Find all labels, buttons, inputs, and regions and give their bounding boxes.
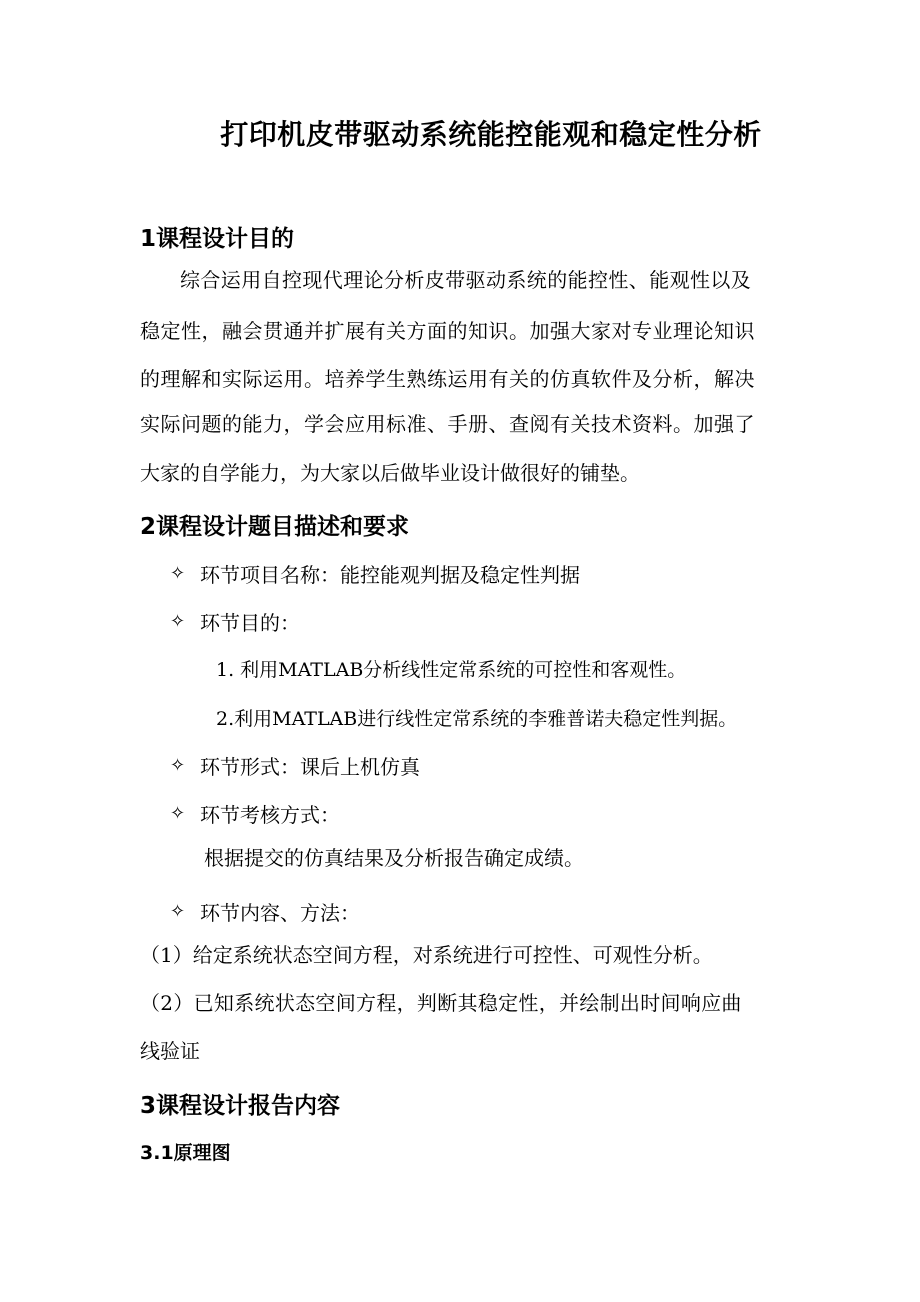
bullet-item-name-text: 环节项目名称：能控能观判据及稳定性判据 — [200, 563, 580, 587]
bullet-icon: ✧ — [170, 803, 186, 824]
section-1-line-4: 实际问题的能力，学会应用标准、手册、查阅有关技术资料。加强了 — [140, 412, 755, 436]
document-title: 打印机皮带驱动系统能控能观和稳定性分析 — [220, 118, 762, 151]
assess-text: 根据提交的仿真结果及分析报告确定成绩。 — [204, 846, 584, 870]
bullet-icon: ✧ — [170, 901, 186, 922]
bullet-item-goal — [170, 607, 300, 636]
section-1-heading: 1课程设计目的 — [140, 226, 295, 252]
bullet-item-name — [170, 559, 580, 588]
bullet-icon: ✧ — [170, 563, 186, 584]
goal-2: 2.利用MATLAB进行线性定常系统的李雅普诺夫稳定性判据。 — [216, 708, 738, 730]
bullet-item-assess-text: 环节考核方式： — [200, 803, 340, 827]
bullet-item-content-text: 环节内容、方法： — [200, 901, 360, 925]
bullet-icon: ✧ — [170, 755, 186, 776]
section-1-line-3: 的理解和实际运用。培养学生熟练运用有关的仿真软件及分析，解决 — [140, 367, 755, 391]
section-3-1-heading: 3.1原理图 — [140, 1142, 231, 1164]
bullet-icon: ✧ — [170, 611, 186, 632]
content-2-line-2: 线验证 — [140, 1039, 200, 1063]
section-1-line-5: 大家的自学能力，为大家以后做毕业设计做很好的铺垫。 — [140, 461, 640, 485]
content-1: （1）给定系统状态空间方程，对系统进行可控性、可观性分析。 — [140, 943, 713, 967]
section-1-line-2: 稳定性，融会贯通并扩展有关方面的知识。加强大家对专业理论知识 — [140, 319, 755, 343]
goal-1: 1. 利用MATLAB分析线性定常系统的可控性和客观性。 — [216, 659, 687, 681]
content-2-line-1: （2）已知系统状态空间方程，判断其稳定性，并绘制出时间响应曲 — [140, 991, 742, 1015]
bullet-item-assess — [170, 799, 340, 828]
bullet-item-form-text: 环节形式：课后上机仿真 — [200, 755, 420, 779]
bullet-item-content — [170, 897, 360, 926]
bullet-item-form — [170, 751, 420, 780]
section-2-heading: 2课程设计题目描述和要求 — [140, 514, 410, 540]
section-3-heading: 3课程设计报告内容 — [140, 1093, 341, 1119]
section-1-line-1: 综合运用自控现代理论分析皮带驱动系统的能控性、能观性以及 — [180, 268, 752, 292]
bullet-item-goal-text: 环节目的： — [200, 611, 300, 635]
